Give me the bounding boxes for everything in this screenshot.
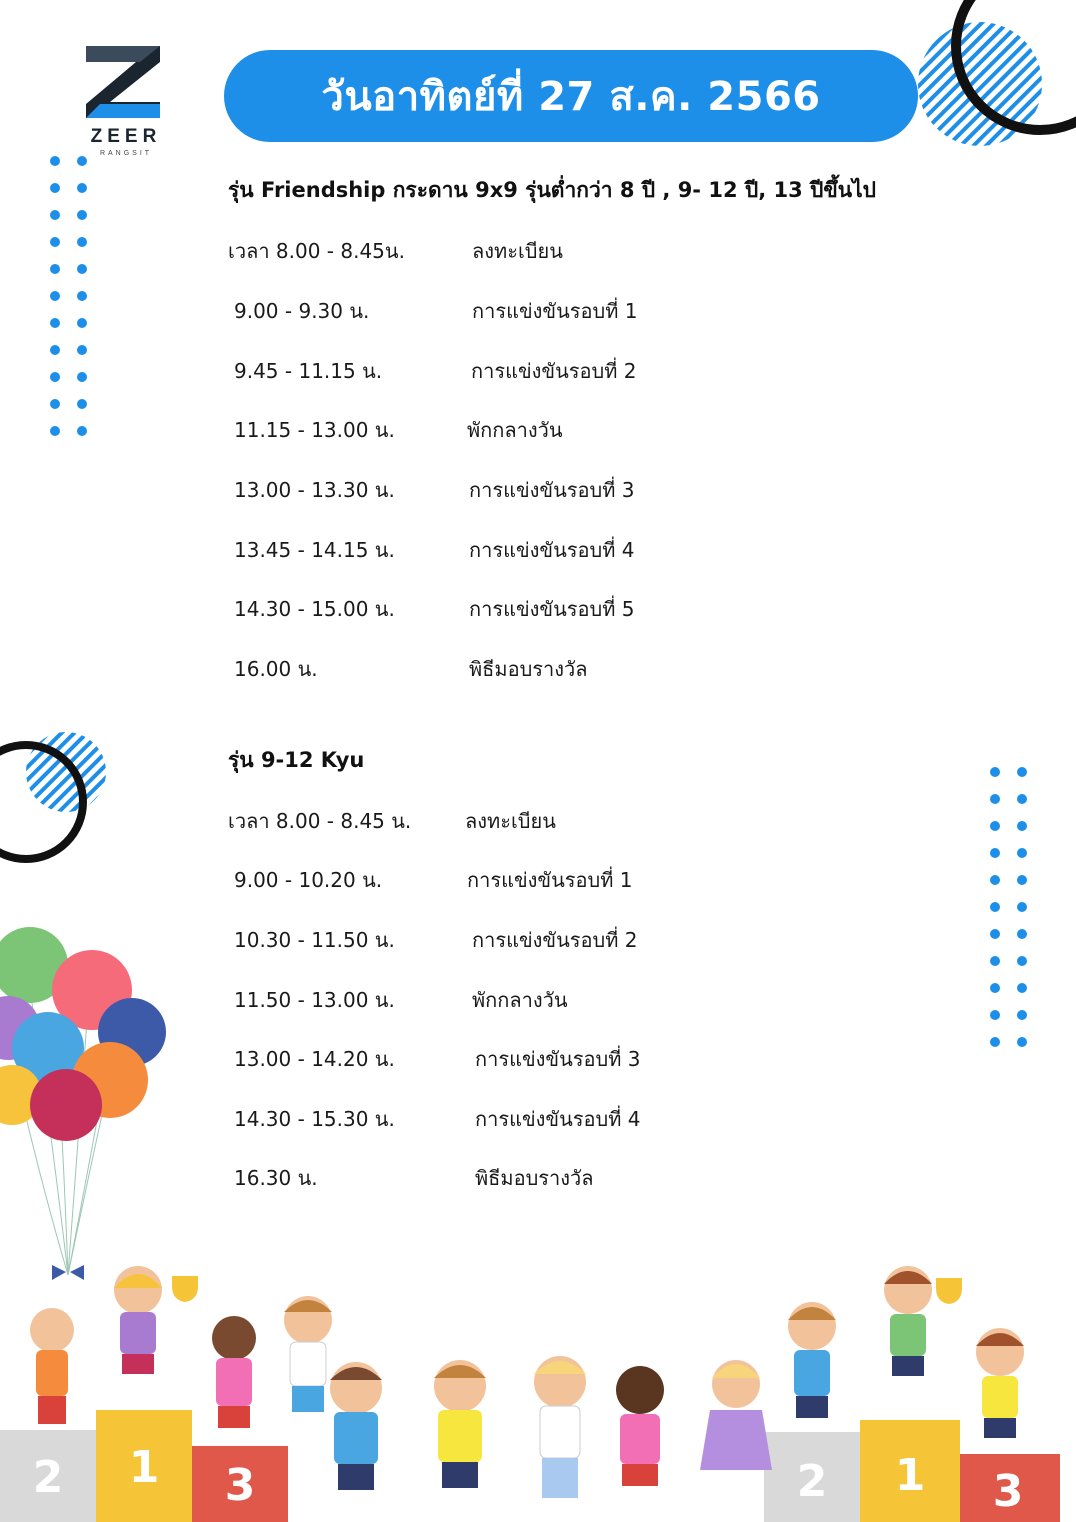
s2-row7-time: 16.30 น.	[234, 1166, 318, 1190]
trophy-icon	[936, 1278, 962, 1304]
s1-row1-time: เวลา 8.00 - 8.45น.	[228, 239, 405, 263]
z-logo-icon	[80, 40, 172, 120]
balloons-illustration	[0, 920, 180, 1290]
s1-row4-activity: พักกลางวัน	[467, 418, 563, 442]
s2-row2-activity: การแข่งขันรอบที่ 1	[467, 868, 633, 892]
s1-row5-time: 13.00 - 13.30 น.	[234, 478, 395, 502]
s1-row7-time: 14.30 - 15.00 น.	[234, 597, 395, 621]
podium-right-2: 2	[796, 1456, 828, 1507]
kids-podium-illustration	[0, 1260, 1076, 1522]
header-banner	[224, 50, 918, 142]
s2-row3-time: 10.30 - 11.50 น.	[234, 928, 395, 952]
s2-row2-time: 9.00 - 10.20 น.	[234, 868, 383, 892]
s2-row7-activity: พิธีมอบรางวัล	[475, 1166, 594, 1190]
s1-row1-activity: ลงทะเบียน	[472, 239, 563, 263]
s2-row6-activity: การแข่งขันรอบที่ 4	[475, 1107, 641, 1131]
s1-row3-activity: การแข่งขันรอบที่ 2	[471, 359, 637, 383]
zeer-logo	[62, 36, 190, 166]
s1-row8-time: 16.00 น.	[234, 657, 318, 681]
brand-sub: RANGSIT	[99, 150, 153, 157]
s2-row5-time: 13.00 - 14.20 น.	[234, 1047, 395, 1071]
s2-row1-activity: ลงทะเบียน	[465, 809, 556, 833]
podium-right-1: 1	[894, 1450, 926, 1501]
podium-left-2: 2	[32, 1452, 64, 1503]
trophy-icon	[172, 1276, 198, 1302]
s1-row2-time: 9.00 - 9.30 น.	[234, 299, 370, 323]
s2-row6-time: 14.30 - 15.30 น.	[234, 1107, 395, 1131]
s1-row7-activity: การแข่งขันรอบที่ 5	[469, 597, 635, 621]
s2-row5-activity: การแข่งขันรอบที่ 3	[475, 1047, 641, 1071]
page-title: วันอาทิตย์ที่ 27 ส.ค. 2566	[321, 74, 821, 120]
decorative-circles-top	[900, 0, 1076, 150]
podium-left-1: 1	[128, 1442, 160, 1493]
s1-row5-activity: การแข่งขันรอบที่ 3	[469, 478, 635, 502]
section1-title: รุ่น Friendship กระดาน 9x9 รุ่นต่ำกว่า 8 ปี , 9- 12 ปี, 13 ปีขึ้นไป	[228, 178, 876, 202]
s1-row4-time: 11.15 - 13.00 น.	[234, 418, 395, 442]
dot-pattern-right	[990, 767, 1027, 1047]
s1-row8-activity: พิธีมอบรางวัล	[469, 657, 588, 681]
s2-row4-time: 11.50 - 13.00 น.	[234, 988, 395, 1012]
s2-row4-activity: พักกลางวัน	[472, 988, 568, 1012]
s2-row3-activity: การแข่งขันรอบที่ 2	[472, 928, 638, 952]
podium-right-3: 3	[992, 1466, 1024, 1517]
s1-row6-activity: การแข่งขันรอบที่ 4	[469, 538, 635, 562]
brand-name: ZEER	[90, 126, 162, 147]
s1-row2-activity: การแข่งขันรอบที่ 1	[472, 299, 638, 323]
s1-row6-time: 13.45 - 14.15 น.	[234, 538, 395, 562]
s2-row1-time: เวลา 8.00 - 8.45 น.	[228, 809, 412, 833]
podium-left-3: 3	[224, 1460, 256, 1511]
s1-row3-time: 9.45 - 11.15 น.	[234, 359, 383, 383]
section2-title: รุ่น 9-12 Kyu	[228, 748, 365, 772]
decorative-circles-left	[0, 728, 120, 868]
dot-pattern-left	[50, 156, 87, 436]
